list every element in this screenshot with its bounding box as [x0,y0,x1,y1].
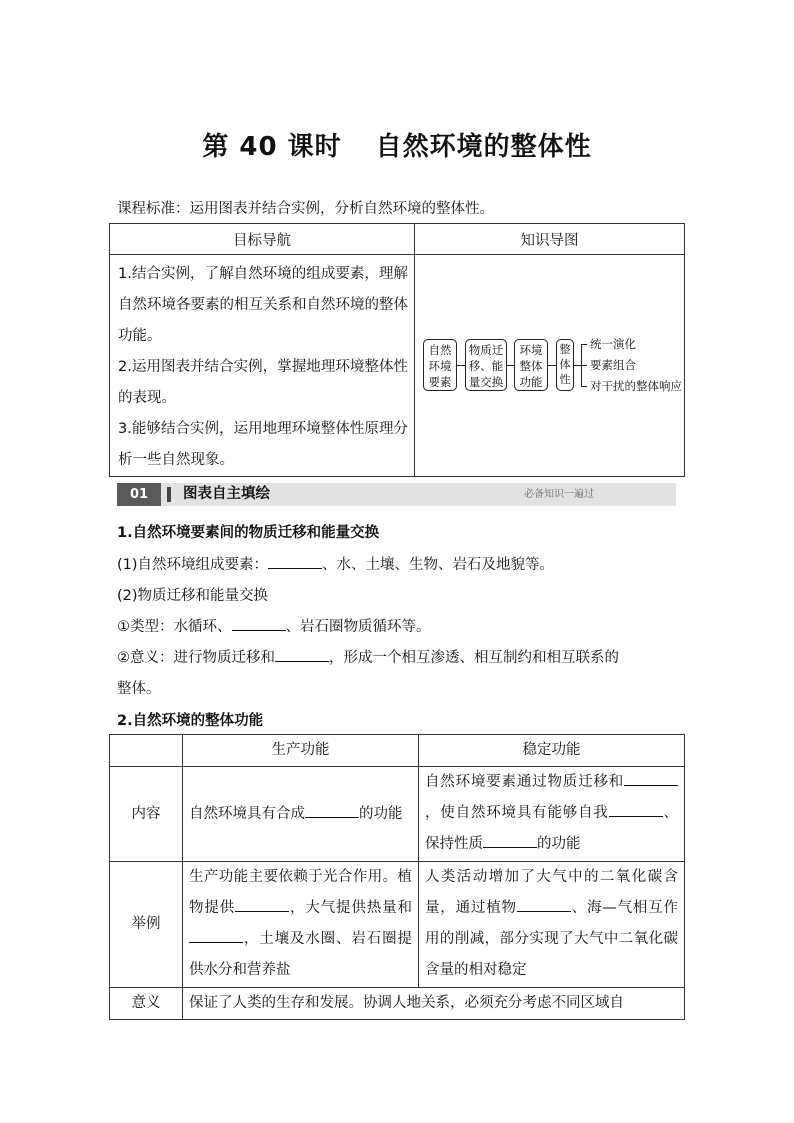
text: 人类活动增加了大气中的二氧化碳含量，通过植物 [425,869,678,916]
goal-item: 1.结合实例，了解自然环境的组成要素，理解自然环境各要素的相互关系和自然环境的整体功能。 [118,266,408,344]
meaning-text: 保证了人类的生存和发展。协调人地关系，必须充分考虑不同区域自 [183,988,685,1020]
subheading-exchange: (2)物质迁移和能量交换 [117,588,269,604]
lesson-number: 第 40 课时 [202,132,342,162]
production-content [183,767,419,862]
answer-blank[interactable] [275,647,329,662]
mindmap-cell [415,255,685,477]
row-label-content: 内容 [110,767,183,862]
production-example [183,862,419,988]
mindmap-connector [507,365,514,366]
mindmap-connector [581,365,587,366]
answer-blank[interactable] [232,616,286,631]
mindmap-connector [457,365,465,366]
header-empty [110,735,183,767]
answer-blank[interactable] [268,554,322,569]
header-production: 生产功能 [183,735,419,767]
lesson-name: 自然环境的整体性 [375,132,592,162]
header-stability: 稳定功能 [419,735,685,767]
text: ①类型：水循环、 [117,619,232,635]
answer-blank[interactable] [305,803,359,818]
text: ，形成一个相互渗透、相互制约和相互联系的 [329,650,619,666]
page-title [0,126,794,163]
fill-line-meaning [117,646,619,667]
text: 自然环境要素通过物质迁移和 [425,774,624,790]
row-label-example: 举例 [110,862,183,988]
section-banner [117,483,676,506]
goals-and-mindmap-table [109,223,685,477]
mindmap-connector [574,365,581,366]
text: 的功能 [537,836,581,852]
fill-line-types [117,615,431,636]
row-label-meaning: 意义 [110,988,183,1020]
mindmap-node-exchange: 物质迁移、能量交换 [465,339,507,391]
answer-blank[interactable] [609,802,663,817]
mindmap-node-function: 环境整体功能 [514,339,548,391]
goal-item: 3.能够结合实例，运用地理环境整体性原理分析一些自然现象。 [118,421,408,468]
mindmap-connector [581,386,587,387]
text: 、岩石圈物质循环等。 [285,619,431,635]
stability-example [419,862,685,988]
goal-item: 2.运用图表并结合实例，掌握地理环境整体性的表现。 [118,359,408,406]
text: 、保持性质 [425,805,679,852]
text: 自然环境具有合成 [189,805,305,822]
mindmap-connector [581,344,587,345]
answer-blank[interactable] [624,771,678,786]
mindmap-header: 知识导图 [415,224,685,255]
mindmap-branch: 对干扰的整体响应 [590,379,682,393]
answer-blank[interactable] [189,928,243,943]
answer-blank[interactable] [235,897,289,912]
text: 、海—气相互作用的削减，部分实现了大气中二氧化碳含量的相对稳定 [425,900,679,978]
stability-content [419,767,685,862]
goals-cell [110,255,415,477]
section2-heading: 2.自然环境的整体功能 [117,713,264,729]
text: ，使自然环境具有能够自我 [425,805,609,821]
banner-divider [167,487,171,502]
fill-line-elements [117,553,554,574]
fill-line-meaning-cont: 整体。 [117,681,161,697]
text: ②意义：进行物质迁移和 [117,650,275,666]
goals-header: 目标导航 [110,224,415,255]
mindmap-node-elements: 自然环境要素 [423,339,457,391]
mindmap-node-wholeness: 整体性 [556,339,574,391]
text: ，土壤及水圈、岩石圈提供水分和营养盐 [189,931,412,978]
text: ，大气提供热量和 [289,900,413,916]
text: (1)自然环境组成要素： [117,557,269,573]
section-subtitle: 必备知识一遍过 [524,489,594,500]
mindmap-branch: 统一演化 [590,337,636,351]
answer-blank[interactable] [483,833,537,848]
text: 生产功能主要依赖于光合作用。植物提供 [189,869,412,916]
section-number: 01 [117,483,161,506]
mindmap-branch: 要素组合 [590,358,636,372]
section-title: 图表自主填绘 [183,486,270,502]
text: 、水、土壤、生物、岩石及地貌等。 [322,557,555,573]
mindmap-connector [548,365,556,366]
text: 的功能 [359,805,403,822]
function-table [109,734,685,1020]
curriculum-standard: 课程标准：运用图表并结合实例，分析自然环境的整体性。 [117,201,494,217]
answer-blank[interactable] [517,897,571,912]
section1-heading: 1.自然环境要素间的物质迁移和能量交换 [117,525,380,541]
